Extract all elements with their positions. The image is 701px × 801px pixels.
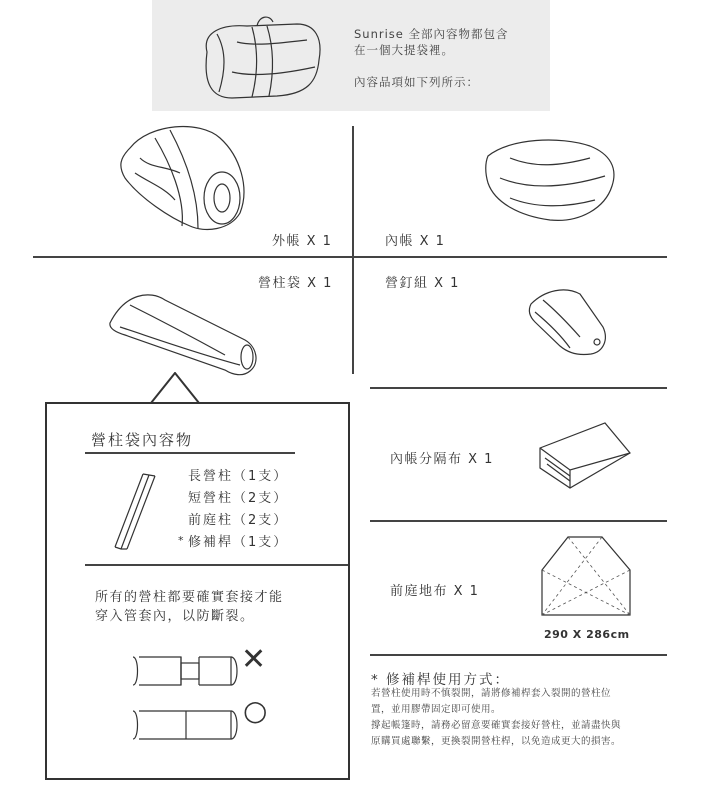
pole-note-line-1: 所有的營柱都要確實套接才能 [95,590,284,605]
rod-item: 前庭柱（2支） [188,513,289,528]
pole-bag-label: 營柱袋 X 1 [258,276,333,291]
duffel-bag-illustration [197,12,327,102]
pole-note-line-2: 穿入管套內，以防斷裂。 [95,609,255,624]
poles-illustration [105,469,165,554]
right-joint-illustration [131,701,246,749]
header-line-2: 在一個大提袋裡。 [354,43,454,57]
pole-bag-contents-box [45,402,350,780]
pole-note [95,588,284,626]
rod-item: 修補桿（1支） [188,535,289,550]
folded-divider-illustration [535,418,635,498]
repair-usage-title: * 修補桿使用方式： [371,672,511,688]
outer-tent-illustration [110,118,260,238]
pole-bag-illustration [105,285,265,380]
wrong-mark-icon: ✕ [241,642,267,677]
vestibule-ground-label: 前庭地布 X 1 [390,584,480,599]
rod-item: 長營柱（1支） [188,469,289,484]
ground-cloth-size: 290 X 286cm [544,628,630,641]
callout-pointer [150,372,200,404]
outer-tent-label: 外帳 X 1 [272,234,333,249]
repair-usage-line: 若營柱使用時不慎裂開，請將修補桿套入裂開的營柱位 [371,688,612,699]
row-divider-4 [370,654,667,656]
row-divider-1 [33,256,667,258]
contents-divider [85,564,348,566]
right-mark-icon: ○ [243,694,268,727]
contents-title-underline [85,452,295,454]
vertical-divider [352,126,354,374]
header-text [354,26,509,90]
wrong-joint-illustration [131,647,246,695]
ground-cloth-diagram [540,535,632,617]
rod-list [188,466,288,554]
rod-item: 短營柱（2支） [188,491,289,506]
repair-usage-line: 置，並用膠帶固定即可使用。 [371,704,502,715]
inner-tent-illustration [480,128,630,228]
repair-usage-line: 原購買處聯繫，更換裂開營柱桿，以免造成更大的損害。 [371,736,622,747]
contents-title: 營柱袋內容物 [91,431,194,449]
rod-star: * [178,534,184,547]
row-divider-2 [370,387,667,389]
repair-usage-line: 撐起帳篷時，請務必留意要確實套接好營柱，並請盡快與 [371,720,622,731]
inner-tent-label: 內帳 X 1 [385,234,446,249]
row-divider-3 [370,520,667,522]
inner-divider-label: 內帳分隔布 X 1 [390,452,494,467]
header-line-1: Sunrise 全部內容物都包含 [354,27,509,41]
repair-usage-body [371,686,621,750]
stake-bag-illustration [525,282,615,362]
header-line-3: 內容品項如下列所示： [354,75,479,89]
stake-set-label: 營釘組 X 1 [385,276,460,291]
